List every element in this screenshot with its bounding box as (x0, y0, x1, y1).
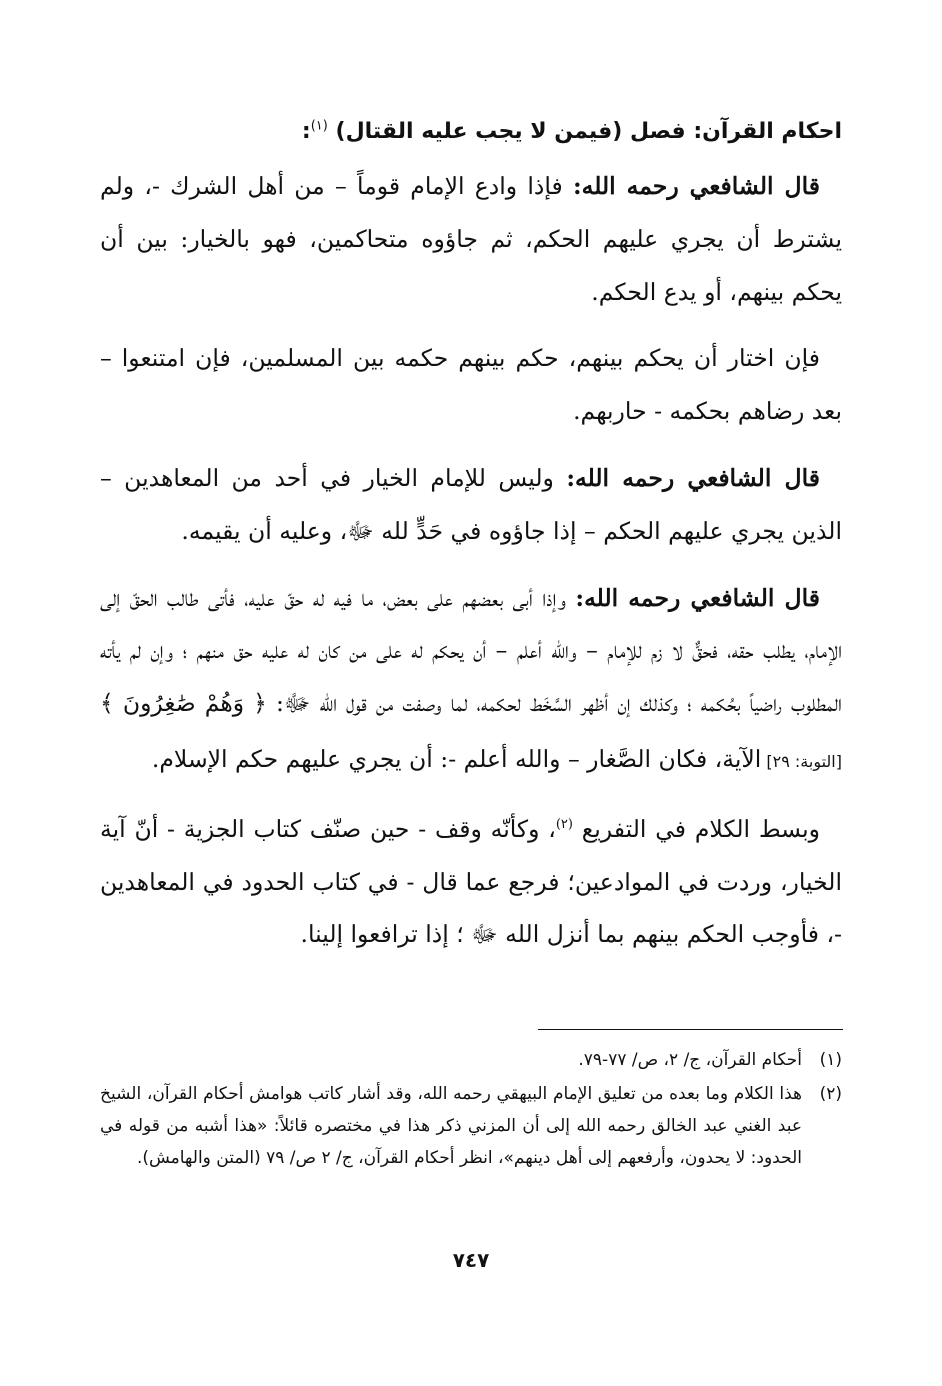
paragraph-text: الآية، فكان الصَّغار – والله أعلم -: أن يجري عليهم حكم الإسلام. (151, 744, 762, 773)
footnote-text: هذا الكلام وما بعده من تعليق الإمام البيهقي رحمه الله، وقد أشار كاتب هوامش أحكام القرآن، الشيخ عبد الغني عبد الخالق رحمه الله إلى أن المزني ذكر هذا في مختصره قائلاً: «هذا أشبه من قوله في الحدود: لا يحدون، وأرفعهم إلى أهل دينهم»، انظر أحكام القرآن، ج/ ٢ ص/ ٧٩ (المتن والهامش). (100, 1084, 802, 1168)
paragraph-text: ، وكأنّه وقف - حين صنّف كتاب الجزية - أنّ آية الخيار، وردت في الموادعين؛ فرجع عما قال - في كتاب الحدود في المعاهدين -، فأوجب الحكم بينهم بما أنزل الله ﷻ ؛ إذا ترافعوا إلينا. (100, 814, 842, 949)
paragraph-text: وبسط الكلام في التفريع (572, 814, 820, 843)
paragraph (100, 332, 842, 438)
paragraph-text: وإذا أبى بعضهم على بعض، ما فيه له حقّ عليه، فأتى طالب الحقّ إلى الإمام، يطلب حقه، فحقٌّ لا زم للإمام – والله أعلم – أن يحكم له على من كان له عليه حق منهم ؛ وإن لم يأته المطلوب راضياً بحُكمه ؛ وكذلك إن أظهر السَّخَط لحكمه، لما وصفت من قول الله ﷻ: (100, 583, 842, 718)
page-body (100, 112, 842, 975)
paragraph-text: فإن اختار أن يحكم بينهم، حكم بينهم حكمه بين المسلمين، فإن امتنعوا – بعد رضاهم بحكمه - حاربهم. (100, 344, 842, 426)
footnote-number: (٢) (819, 1084, 842, 1104)
speaker-label: قال الشافعي رحمه الله: (572, 172, 820, 200)
paragraph (100, 572, 842, 789)
heading-colon: : (301, 119, 311, 144)
speaker-label: قال الشافعي رحمه الله: (575, 583, 821, 612)
heading-text: احكام القرآن: فصل (فيمن لا يجب عليه القتال) (335, 119, 842, 144)
paragraph (100, 160, 842, 318)
quran-reference: [التوبة: ٢٩] (761, 751, 842, 771)
page-number: ٧٤٧ (452, 1248, 490, 1272)
paragraph (100, 452, 842, 558)
footnote-number: (١) (819, 1050, 842, 1070)
section-heading (100, 112, 842, 152)
footnote (100, 1044, 842, 1076)
footnotes (100, 1044, 842, 1176)
footnote-text: أحكام القرآن، ج/ ٢، ص/ ٧٧-٧٩. (578, 1050, 802, 1070)
speaker-label: قال الشافعي رحمه الله: (566, 463, 820, 492)
paragraph-text: وليس للإمام الخيار في أحد من المعاهدين – الذين يجري عليهم الحكم – إذا جاؤوه في حَدٍّ لله ﷻ، وعليه أن يقيمه. (100, 463, 842, 545)
paragraph-text: فإذا وادع الإمام قوماً – من أهل الشرك -، ولم يشترط أن يجري عليهم الحكم، ثم جاؤوه متحاكمين، فهو بالخيار: بين أن يحكم بينهم، أو يدع الحكم. (100, 172, 842, 306)
paragraph (100, 803, 842, 961)
heading-footnote-mark: (١) (310, 118, 328, 134)
footnote-divider (538, 1029, 843, 1030)
footnote-mark: (٢) (555, 816, 573, 832)
footnote (100, 1078, 842, 1174)
quran-verse: ﴿ وَهُمْ صَٰغِرُونَ ﴾ (100, 689, 267, 718)
